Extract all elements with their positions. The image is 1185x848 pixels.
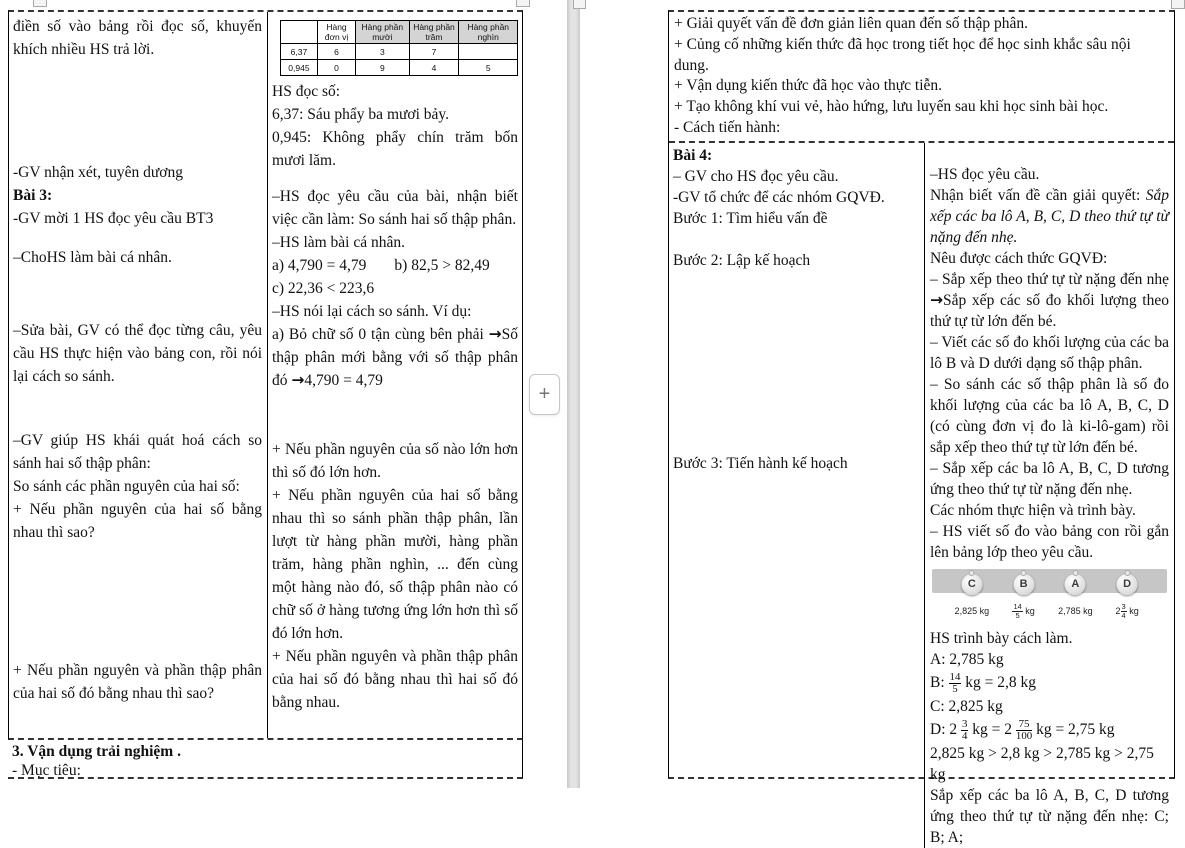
badge-a: A xyxy=(1065,574,1086,595)
fraction-numerator: 14 xyxy=(1013,602,1022,612)
table-handle-notch xyxy=(1171,0,1185,9)
paragraph: C: 2,825 kg xyxy=(930,697,1003,715)
teacher-activity-column xyxy=(9,12,267,738)
paragraph: –GV giúp HS khái quát hoá cách so sánh hai số thập phân: xyxy=(13,432,262,472)
answer-c: c) 22,36 < 223,6 xyxy=(272,280,375,297)
plus-icon: + xyxy=(538,383,551,405)
bag-slot xyxy=(1050,569,1102,593)
table-cell: 3 xyxy=(356,44,409,60)
bag-slot xyxy=(1101,569,1153,593)
text-run: B: xyxy=(930,673,949,691)
paragraph: – So sánh các số thập phân là số đo khối lượng của các ba lô A, B, C, D (có cùng đơn vị đo là ki-lô-gam) rồi sắp xếp theo thứ tự từ lớn đến bé. xyxy=(930,375,1169,456)
weight-label: 2,825 kg xyxy=(954,605,990,616)
document-page-left xyxy=(0,0,567,788)
text-run: Nhận biết vấn đề cần giải quyết: xyxy=(930,186,1146,204)
paragraph xyxy=(930,670,1169,696)
paragraph: – HS viết số đo vào bảng con rồi gắn lên bảng lớp theo yêu cầu. xyxy=(930,522,1169,561)
table-header-cell: Hàng phần trăm xyxy=(409,21,459,44)
text-run: Số thập phân mới bằng với số thập phân đó xyxy=(272,326,518,389)
section-footer xyxy=(8,740,523,779)
arrow-icon: → xyxy=(291,371,305,389)
table-handle-notch xyxy=(573,0,586,9)
unit: kg xyxy=(1022,605,1035,616)
paragraph: – Viết các số đo khối lượng của các ba lô B và D dưới dạng số thập phân. xyxy=(930,333,1169,372)
objectives-block xyxy=(669,12,1174,143)
text-run: – Sắp xếp theo thứ tự từ nặng đến nhẹ xyxy=(930,270,1169,288)
step-label: Bước 3: Tiến hành kế hoạch xyxy=(673,454,848,472)
text-run: D: 2 xyxy=(930,720,961,738)
student-activity-column xyxy=(267,12,522,738)
answers-row xyxy=(272,254,518,277)
hanging-bar xyxy=(932,569,1167,593)
step-label: Bước 2: Lập kế hoạch xyxy=(673,251,811,269)
table-handle-notch xyxy=(516,0,530,7)
paragraph: 6,37: Sáu phẩy ba mươi bảy. xyxy=(272,106,450,123)
paragraph: –HS đọc yêu cầu. xyxy=(930,165,1040,183)
paragraph: + Nếu phần nguyên của hai số bằng nhau thì so sánh phần thập phân, lần lượt từ hàng phần mười, hàng phần trăm, hàng phần nghìn, ... đến cùng một hàng nào đó, số thập phân nào có chữ số ở hàng tương ứng lớn hơn thì số đó lớn hơn. xyxy=(272,487,518,642)
paragraph: –HS làm bài cá nhân. xyxy=(272,234,406,251)
table-cell xyxy=(459,44,518,60)
paragraph: + Nếu phần nguyên của số nào lớn hơn thì số đó lớn hơn. xyxy=(272,441,518,481)
weight-labels xyxy=(932,601,1167,622)
fraction-numerator: 3 xyxy=(962,717,968,730)
paragraph: So sánh các phần nguyên của hai số: xyxy=(13,478,240,495)
objective-line: + Vận dụng kiến thức đã học vào thực tiễn. xyxy=(674,77,943,95)
teacher-activity-column xyxy=(669,143,924,848)
objective-line: + Củng cố những kiến thức đã học trong tiết học để học sinh khắc sâu nội dung. xyxy=(674,35,1131,74)
whole-number: 2 xyxy=(1115,605,1121,616)
problem-statement: Sắp xếp các ba lô A, B, C, D theo thứ tự từ nặng đến nhẹ. xyxy=(930,186,1169,246)
text-run: Sắp xếp các số đo khối lượng theo thứ tự từ lớn đến bé. xyxy=(930,291,1169,330)
document-page-right xyxy=(580,0,1185,846)
objective-line: + Giải quyết vấn đề đơn giản liên quan đến số thập phân. xyxy=(674,15,1028,32)
paragraph xyxy=(272,323,518,392)
objective-line: - Cách tiến hành: xyxy=(674,118,781,136)
text-run: kg = 2,75 kg xyxy=(1032,720,1115,738)
exercise-heading: Bài 3: xyxy=(13,187,53,204)
table-cell: 6,37 xyxy=(281,44,318,60)
paragraph: –ChoHS làm bài cá nhân. xyxy=(13,249,172,266)
text-run: a) Bỏ chữ số 0 tận cùng bên phải xyxy=(272,326,489,343)
paragraph: HS trình bày cách làm. xyxy=(930,629,1073,647)
paragraph xyxy=(930,717,1169,743)
paragraph: Các nhóm thực hiện và trình bày. xyxy=(930,501,1136,519)
text-run: kg = 2 xyxy=(968,720,1016,738)
paragraph xyxy=(930,269,1169,332)
lesson-table-right xyxy=(668,10,1175,846)
section-heading: 3. Vận dụng trải nghiệm . xyxy=(12,743,181,760)
paragraph: -GV nhận xét, tuyên dương xyxy=(13,164,183,181)
bag-slot xyxy=(998,569,1050,593)
table-cell: 0,945 xyxy=(281,60,318,76)
exercise-heading: Bài 4: xyxy=(673,146,713,164)
paragraph: –Sửa bài, GV có thể đọc từng câu, yêu cầu HS thực hiện vào bảng con, rồi nói lại cách so sánh. xyxy=(13,322,262,385)
paragraph: điền số vào bảng rồi đọc số, khuyến khích nhiều HS trả lời. xyxy=(13,18,262,58)
paragraph: –HS đọc yêu cầu của bài, nhận biết việc cần làm: So sánh hai số thập phân. xyxy=(272,188,518,228)
paragraph: Nêu được cách thức GQVĐ: xyxy=(930,249,1108,267)
paragraph xyxy=(930,185,1169,248)
paragraph: - Mục tiêu: xyxy=(12,762,81,779)
table-cell: 6 xyxy=(317,44,355,60)
weight-label: 2,785 kg xyxy=(1058,605,1093,616)
paragraph: 2,825 kg > 2,8 kg > 2,785 kg > 2,75 kg xyxy=(930,744,1154,783)
paragraph: – Sắp xếp các ba lô A, B, C, D tương ứng theo thứ tự từ nặng đến nhẹ. xyxy=(930,459,1169,498)
table-header-cell xyxy=(281,21,318,44)
backpack-weights-image xyxy=(932,569,1167,622)
paragraph: –HS nói lại cách so sánh. Ví dụ: xyxy=(272,303,472,320)
step-label: Bước 1: Tìm hiểu vấn đề xyxy=(673,209,828,227)
table-cell: 7 xyxy=(409,44,459,60)
lesson-table-left xyxy=(8,10,523,740)
bag-slot xyxy=(946,569,998,593)
text-run: 4,790 = 4,79 xyxy=(304,372,383,389)
fraction-numerator: 14 xyxy=(949,670,961,683)
paragraph: + Nếu phần nguyên và phần thập phân của hai số đó bằng nhau thì hai số đó bằng nhau. xyxy=(272,648,518,711)
table-cell: 0 xyxy=(317,60,355,76)
fraction-denominator: 5 xyxy=(952,683,958,696)
objective-line: + Tạo không khí vui vẻ, hào hứng, lưu luyến sau khi học sinh bài học. xyxy=(674,98,1109,116)
fraction-denominator: 100 xyxy=(1015,730,1033,743)
table-cell: 9 xyxy=(356,60,409,76)
fraction-numerator: 75 xyxy=(1016,719,1032,731)
table-handle-notch xyxy=(33,0,47,7)
unit: kg xyxy=(1126,605,1139,616)
fraction-denominator: 4 xyxy=(962,730,968,743)
badge-d: D xyxy=(1117,574,1138,595)
place-value-table xyxy=(280,20,518,76)
badge-c: C xyxy=(961,574,982,595)
table-header-cell: Hàng phần nghìn xyxy=(459,21,518,44)
insert-plus-button[interactable] xyxy=(529,374,560,415)
paragraph: -GV mời 1 HS đọc yêu cầu BT3 xyxy=(13,210,214,227)
answer-a: a) 4,790 = 4,79 xyxy=(272,257,367,274)
weight-label xyxy=(1101,601,1153,622)
student-activity-column xyxy=(924,143,1174,848)
paragraph: -GV tổ chức để các nhóm GQVĐ. xyxy=(673,188,885,206)
arrow-icon: → xyxy=(488,325,502,343)
paragraph: + Nếu phần nguyên và phần thập phân của hai số đó bằng nhau thì sao? xyxy=(13,662,262,702)
badge-b: B xyxy=(1013,574,1034,595)
bai4-columns xyxy=(669,143,1174,848)
fraction-numerator: 3 xyxy=(1121,602,1126,612)
paragraph: + Nếu phần nguyên của hai số bằng nhau thì sao? xyxy=(13,501,262,541)
text-run: kg = 2,8 kg xyxy=(961,673,1036,691)
weight-label xyxy=(998,601,1050,622)
table-header-cell: Hàng đơn vị xyxy=(317,21,355,44)
paragraph: Sắp xếp các ba lô A, B, C, D tương ứng theo thứ tự từ nặng đến nhẹ: C; B; A; xyxy=(930,786,1169,846)
paragraph: – GV cho HS đọc yêu cầu. xyxy=(673,167,839,185)
table-cell: 4 xyxy=(409,60,459,76)
table-header-cell: Hàng phần mười xyxy=(356,21,409,44)
fraction-denominator: 4 xyxy=(1121,610,1126,620)
answer-b: b) 82,5 > 82,49 xyxy=(394,257,490,274)
paragraph: HS đọc số: xyxy=(272,83,341,100)
arrow-icon: → xyxy=(930,290,943,309)
paragraph: A: 2,785 kg xyxy=(930,650,1004,668)
fraction-denominator: 5 xyxy=(1015,610,1020,620)
table-cell: 5 xyxy=(459,60,518,76)
page-gap xyxy=(567,0,580,788)
paragraph: 0,945: Không phẩy chín trăm bốn mươi lăm. xyxy=(272,129,518,169)
